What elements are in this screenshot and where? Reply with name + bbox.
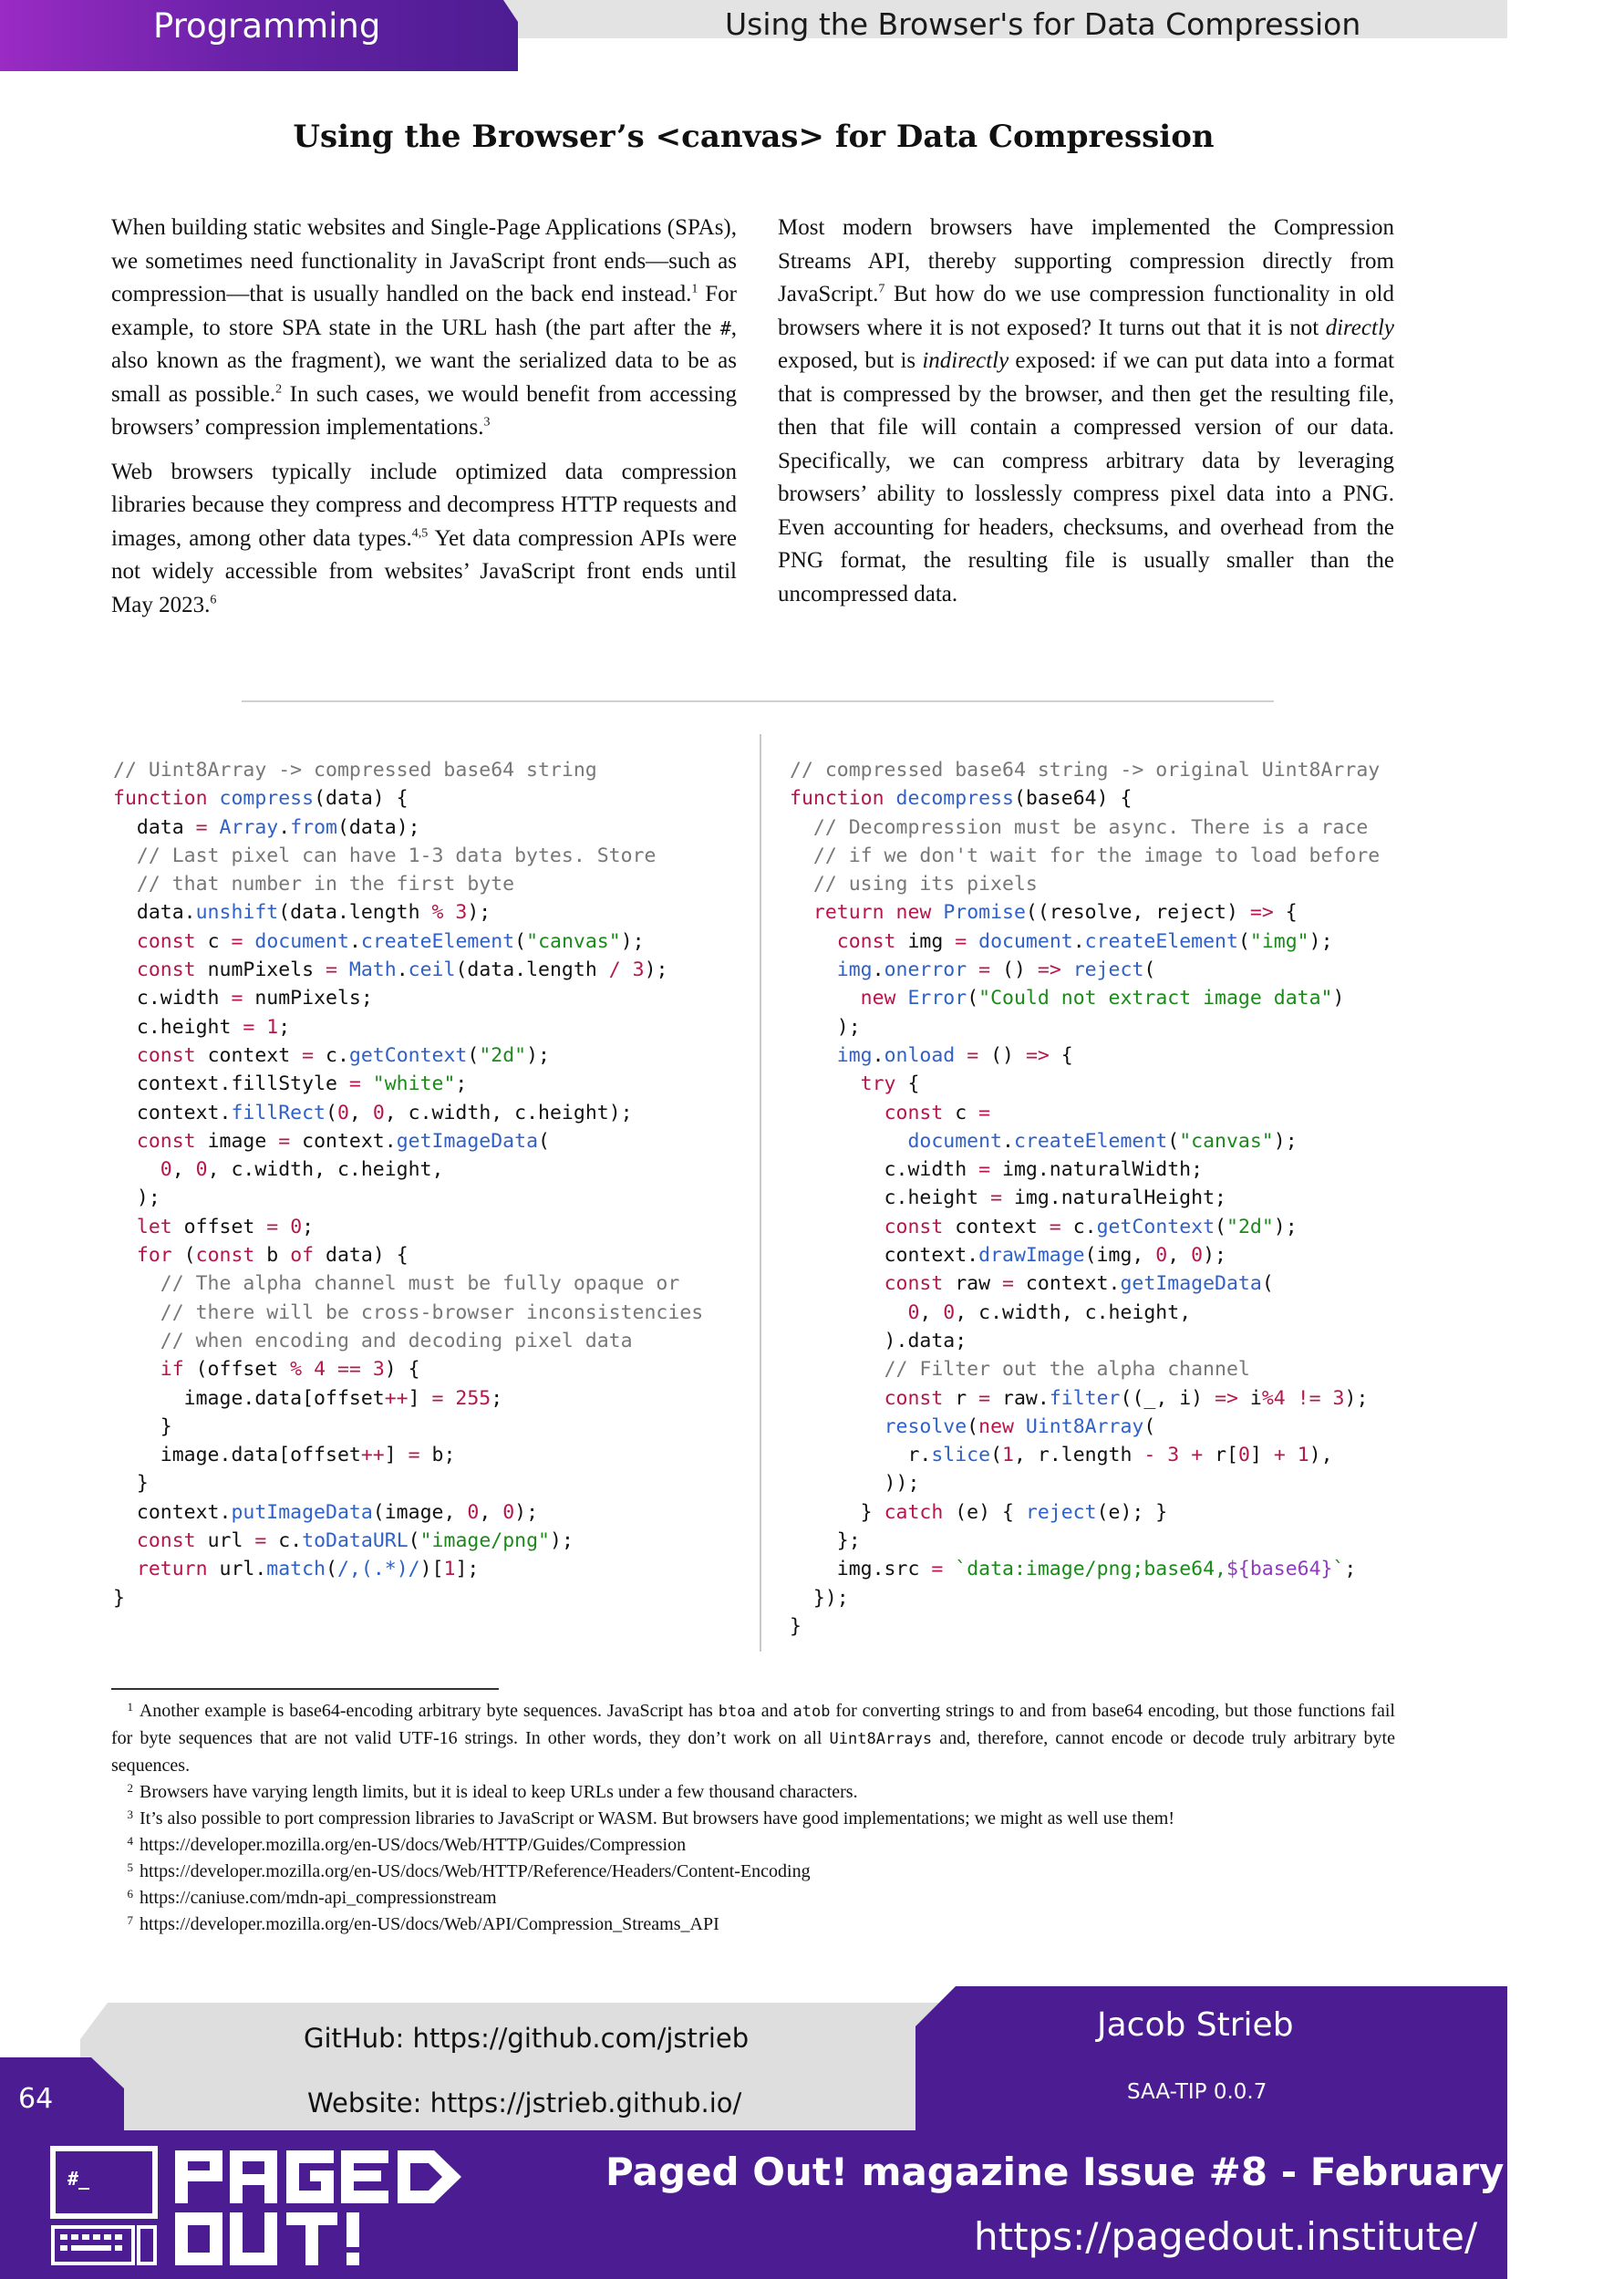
footnote-link[interactable]: https://caniuse.com/mdn-api_compressionstream <box>140 1888 497 1908</box>
github-link[interactable]: GitHub: https://github.com/jstrieb <box>304 2023 750 2054</box>
paragraph: Most modern browsers have implemented the Compression Streams API, thereby supporting compression directly from JavaScript.$^7$ But how do we use compression functionality in old browsers where it is not exposed? It turns out that it is not directly exposed, but is indirectly exposed: if we can put data into a format that is compressed by the browser, and then get the resulting file, then that file will contain a compressed version of our data. Specifically, we can compress arbitrary data by leveraging browsers’ ability to losslessly compress pixel data into a PNG. Even accounting for headers, checksums, and overhead from the PNG format, the resulting file is usually smaller than the uncompressed data. <box>778 215 1394 606</box>
section-divider <box>242 700 1274 702</box>
footnote-5: 5 https://developer.mozilla.org/en-US/docs/Web/HTTP/Reference/Headers/Content-Encoding <box>127 1860 811 1881</box>
paged-out-logo <box>47 2143 526 2271</box>
footnote-link[interactable]: https://developer.mozilla.org/en-US/docs/Web/HTTP/Reference/Headers/Content-Encoding <box>140 1861 811 1881</box>
license-label: SAA-TIP 0.0.7 <box>1127 2080 1267 2104</box>
code-decompress: // compressed base64 string -> original Uint8Array function decompress(base64) { // Decompression must be async. There is a race // if we don't wait for the image to load before // using its pixels return new Promise((resolve, reject) => { const img = document.createElement("img"); img.onerror = () => reject( new Error("Could not extract image data") ); img.onload = () => { try { const c = document.createElement("canvas"); c.width = img.naturalWidth; c.height = img.naturalHeight; const context = c.getContext("2d"); context.drawImage(img, 0, 0); const raw = context.getImageData( 0, 0, c.width, c.height, ).data; // Filter out the alpha channel const r = raw.filter((_, i) => i%4 != 3); resolve(new Uint8Array( r.slice(1, r.length - 3 + r[0] + 1), )); } catch (e) { reject(e); } }; img.src = `data:image/png;base64,${base64}`; }); } <box>790 759 1381 1638</box>
footnote-3: 3 It’s also possible to port compression libraries to JavaScript or WASM. But browsers have good implementations; we might as well use them! <box>127 1808 1175 1828</box>
text-column-right <box>778 212 1394 622</box>
running-title: Using the Browser's for Data Compression <box>725 6 1361 42</box>
svg-text:#_: #_ <box>67 2168 90 2190</box>
section-label: Programming <box>153 6 381 46</box>
footnote-4: 4 https://developer.mozilla.org/en-US/docs/Web/HTTP/Guides/Compression <box>127 1834 687 1855</box>
text-column-left <box>111 212 737 633</box>
code-column-divider <box>760 734 761 1652</box>
article-title: Using the Browser’s <canvas> for Data Compression <box>293 119 1215 155</box>
footnote-rule <box>111 1688 499 1690</box>
paragraph: Web browsers typically include optimized data compression libraries because they compress and decompress HTTP requests and images, among other data types.$^{4,5}$ Yet data compression APIs were not widely accessible from websites’ JavaScript front ends until May 2023.$^6$ <box>111 459 737 617</box>
magazine-url[interactable]: https://pagedout.institute/ <box>974 2214 1478 2259</box>
author-name: Jacob Strieb <box>1097 2006 1294 2044</box>
paragraph: When building static websites and Single-Page Applications (SPAs), we sometimes need functionality in JavaScript front ends—such as compression—that is usually handled on the back end instead.$^1$ For example, to store SPA state in the URL hash (the part after the #, also known as the fragment), we want the serialized data to be as small as possible.$^2$ In such cases, we would benefit from accessing browsers’ compression implementations.$^3$ <box>111 215 738 440</box>
website-link[interactable]: Website: https://jstrieb.github.io/ <box>307 2087 742 2118</box>
footnote-7: 7 https://developer.mozilla.org/en-US/docs/Web/API/Compression_Streams_API <box>127 1913 719 1934</box>
code-compress: // Uint8Array -> compressed base64 string function compress(data) { data = Array.from(data); // Last pixel can have 1-3 data bytes. Store // that number in the first byte data.unshift(data.length % 3); const c = document.createElement("canvas"); const numPixels = Math.ceil(data.length / 3); c.width = numPixels; c.height = 1; const context = c.getContext("2d"); context.fillStyle = "white"; context.fillRect(0, 0, c.width, c.height); const image = context.getImageData( 0, 0, c.width, c.height, ); let offset = 0; for (const b of data) { // The alpha channel must be fully opaque or // there will be cross-browser inconsistencies // when encoding and decoding pixel data if (offset % 4 == 3) { image.data[offset++] = 255; } image.data[offset++] = b; } context.putImageData(image, 0, 0); const url = c.toDataURL("image/png"); return url.match(/,(.*)/)[1]; } <box>113 759 704 1610</box>
footnote-1: 1 Another example is base64-encoding arbitrary byte sequences. JavaScript has btoa and atob for converting strings to and from base64 encoding, but those functions fail for byte sequences that are not valid UTF-16 strings. In other words, they don’t work on all Uint8Arrays and, therefore, cannot encode or decode truly arbitrary byte sequences. <box>111 1700 1395 1776</box>
page-number: 64 <box>18 2083 54 2115</box>
footnote-2: 2 Browsers have varying length limits, but it is ideal to keep URLs under a few thousand characters. <box>127 1781 858 1802</box>
issue-label: Paged Out! magazine Issue #8 - February 2026 <box>605 2150 1624 2194</box>
footnote-link[interactable]: https://developer.mozilla.org/en-US/docs/Web/API/Compression_Streams_API <box>140 1914 719 1934</box>
footnote-6: 6 https://caniuse.com/mdn-api_compressionstream <box>127 1887 497 1908</box>
footnotes <box>111 1698 1395 1938</box>
footnote-link[interactable]: https://developer.mozilla.org/en-US/docs/Web/HTTP/Guides/Compression <box>140 1835 687 1855</box>
